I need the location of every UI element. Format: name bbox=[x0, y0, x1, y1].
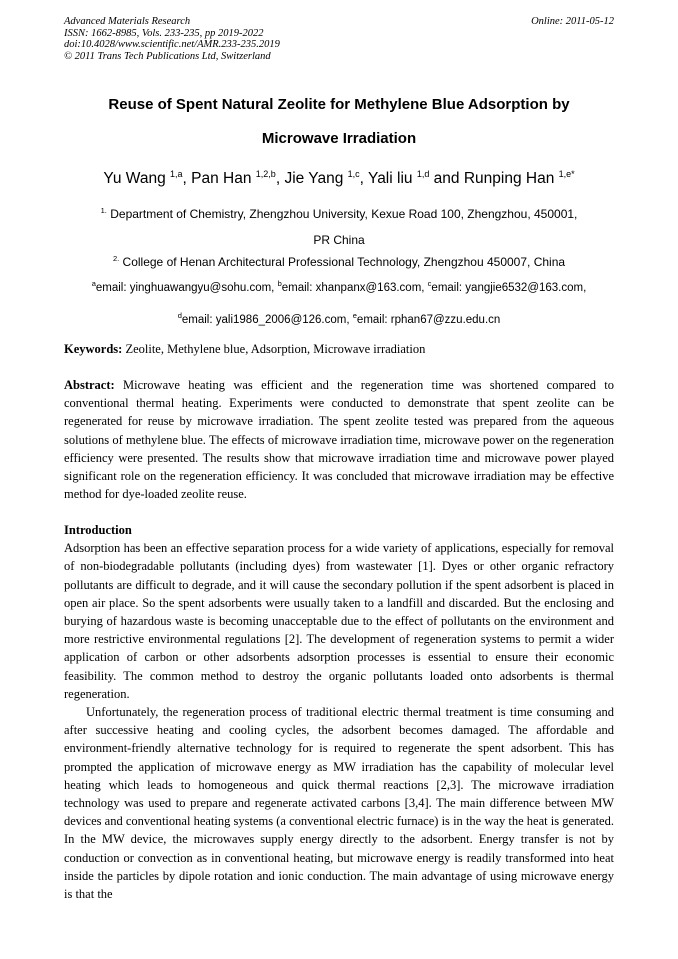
abstract bbox=[64, 376, 614, 503]
email-mark: c bbox=[427, 279, 432, 288]
author-name: Runping Han bbox=[463, 170, 555, 188]
email-text: email: yangjie6532@163.com, bbox=[431, 281, 587, 294]
author-affil-mark: 1,e* bbox=[558, 169, 575, 179]
paper-title-line2: Microwave Irradiation bbox=[261, 130, 417, 147]
journal-header bbox=[64, 16, 614, 62]
email-mark: d bbox=[177, 310, 182, 320]
email-mark: e bbox=[352, 310, 357, 320]
author-emails bbox=[40, 270, 638, 334]
email-text: email: rphan67@zzu.edu.cn bbox=[356, 313, 501, 326]
introduction-section bbox=[64, 521, 614, 903]
affiliation-mark: 2. bbox=[112, 254, 120, 263]
journal-doi: doi:10.4028/www.scientific.net/AMR.233-235.2019 bbox=[64, 39, 280, 50]
author-affil-mark: 1,d bbox=[416, 169, 430, 179]
affiliation-mark: 1. bbox=[100, 206, 107, 215]
section-heading: Introduction bbox=[64, 523, 132, 537]
affiliation-1 bbox=[40, 198, 638, 253]
keywords bbox=[64, 340, 614, 358]
email-mark: a bbox=[91, 279, 96, 288]
affiliation-text: PR China bbox=[313, 233, 365, 247]
author-name: Yu Wang bbox=[103, 170, 166, 188]
affiliation-text: Department of Chemistry, Zhengzhou University, Kexue Road 100, Zhengzhou, 450001, bbox=[106, 207, 578, 221]
email-text: email: xhanpanx@163.com, bbox=[281, 281, 428, 294]
journal-name: Advanced Materials Research bbox=[64, 16, 191, 27]
keywords-text: Zeolite, Methylene blue, Adsorption, Microwave irradiation bbox=[122, 342, 426, 356]
abstract-text: Microwave heating was efficient and the regeneration time was shortened compared to conventional thermal heating. Experiments were conducted to demonstrate that spent zeolite can be regenerated for reuse by microwave irradiation. The spent zeolite tested was prepared from the aqueous solutions of methylene blue. The effects of microwave irradiation time, microwave power on the regeneration efficiency were presented. The results show that microwave irradiation time and microwave power played significant role on the regeneration efficiency. It was concluded that microwave irradiation may be effective method for dye-loaded zeolite reuse. bbox=[64, 378, 614, 502]
body-paragraph: Adsorption has been an effective separation process for a wide variety of applications, especially for removal of non-biodegradable pollutants (including dyes) from wastewater [1]. Dyes or other organic refractory pollutants are difficult to degrade, and it will cause the secondary pollution if the spent adsorbent is placed in open air place. So the spent adsorbents were usually taken to a landfill and discarded. But the enclosing and burying of hazardous waste is becoming unacceptable due to the effect of pollutants on the environment and more restrictive environmental regulations [2]. The development of regeneration systems to permit a wider application of carbon or other adsorbents adsorption processes is essential to ensure their economic feasibility. The common method to destroy the organic pollutants loaded onto adsorbents is thermal regeneration. bbox=[64, 541, 614, 701]
author-affil-mark: 1,a bbox=[170, 169, 183, 179]
author-affil-mark: 1,2,b bbox=[255, 169, 276, 179]
author-name: Jie Yang bbox=[284, 170, 344, 188]
keywords-label: Keywords: bbox=[64, 342, 123, 356]
email-mark: b bbox=[277, 279, 282, 288]
journal-issn: ISSN: 1662-8985, Vols. 233-235, pp 2019-2022 bbox=[64, 27, 264, 39]
author-name: Pan Han bbox=[191, 170, 252, 188]
author-list bbox=[40, 164, 638, 189]
online-date: Online: 2011-05-12 bbox=[531, 16, 614, 27]
body-paragraph: Unfortunately, the regeneration process of traditional electric thermal treatment is time consuming and after successive heating and cooling cycles, the adsorbent becomes damaged. The affordable and environment-friendly alternative technology for is required to regenerate the spent adsorbent. This has prompted the application of microwave energy as MW irradiation has the capability of molecular level heating which leads to homogeneous and quick thermal reactions [2,3]. The microwave irradiation technology was used to prepare and regenerate activated carbons [3,4]. The main difference between MW devices and conventional heating systems (a conventional electric furnace) is in the way the heat is generated. In the MW device, the microwaves supply energy directly to the adsorbent. Energy transfer is not by conduction or convection as in conventional heating, but microwave energy is readily transformed into heat inside the particles by dipole rotation and ionic conduction. The main advantage of using microwave energy is that the bbox=[64, 705, 614, 902]
author-separator: , bbox=[359, 170, 368, 188]
author-affil-mark: 1,c bbox=[347, 169, 360, 179]
email-text: email: yinghuawangyu@sohu.com, bbox=[95, 281, 278, 294]
author-and: and bbox=[429, 170, 464, 188]
paper-title bbox=[40, 88, 638, 156]
author-name: Yali liu bbox=[368, 170, 413, 188]
journal-copyright: © 2011 Trans Tech Publications Ltd, Switzerland bbox=[64, 50, 271, 62]
author-separator: , bbox=[182, 170, 192, 188]
author-separator: , bbox=[275, 170, 285, 188]
abstract-label: Abstract: bbox=[64, 378, 115, 392]
email-text: email: yali1986_2006@126.com, bbox=[181, 313, 353, 326]
paper-title-line1: Reuse of Spent Natural Zeolite for Methylene Blue Adsorption by bbox=[108, 96, 570, 113]
affiliation-text: College of Henan Architectural Professional Technology, Zhengzhou 450007, China bbox=[119, 255, 566, 269]
